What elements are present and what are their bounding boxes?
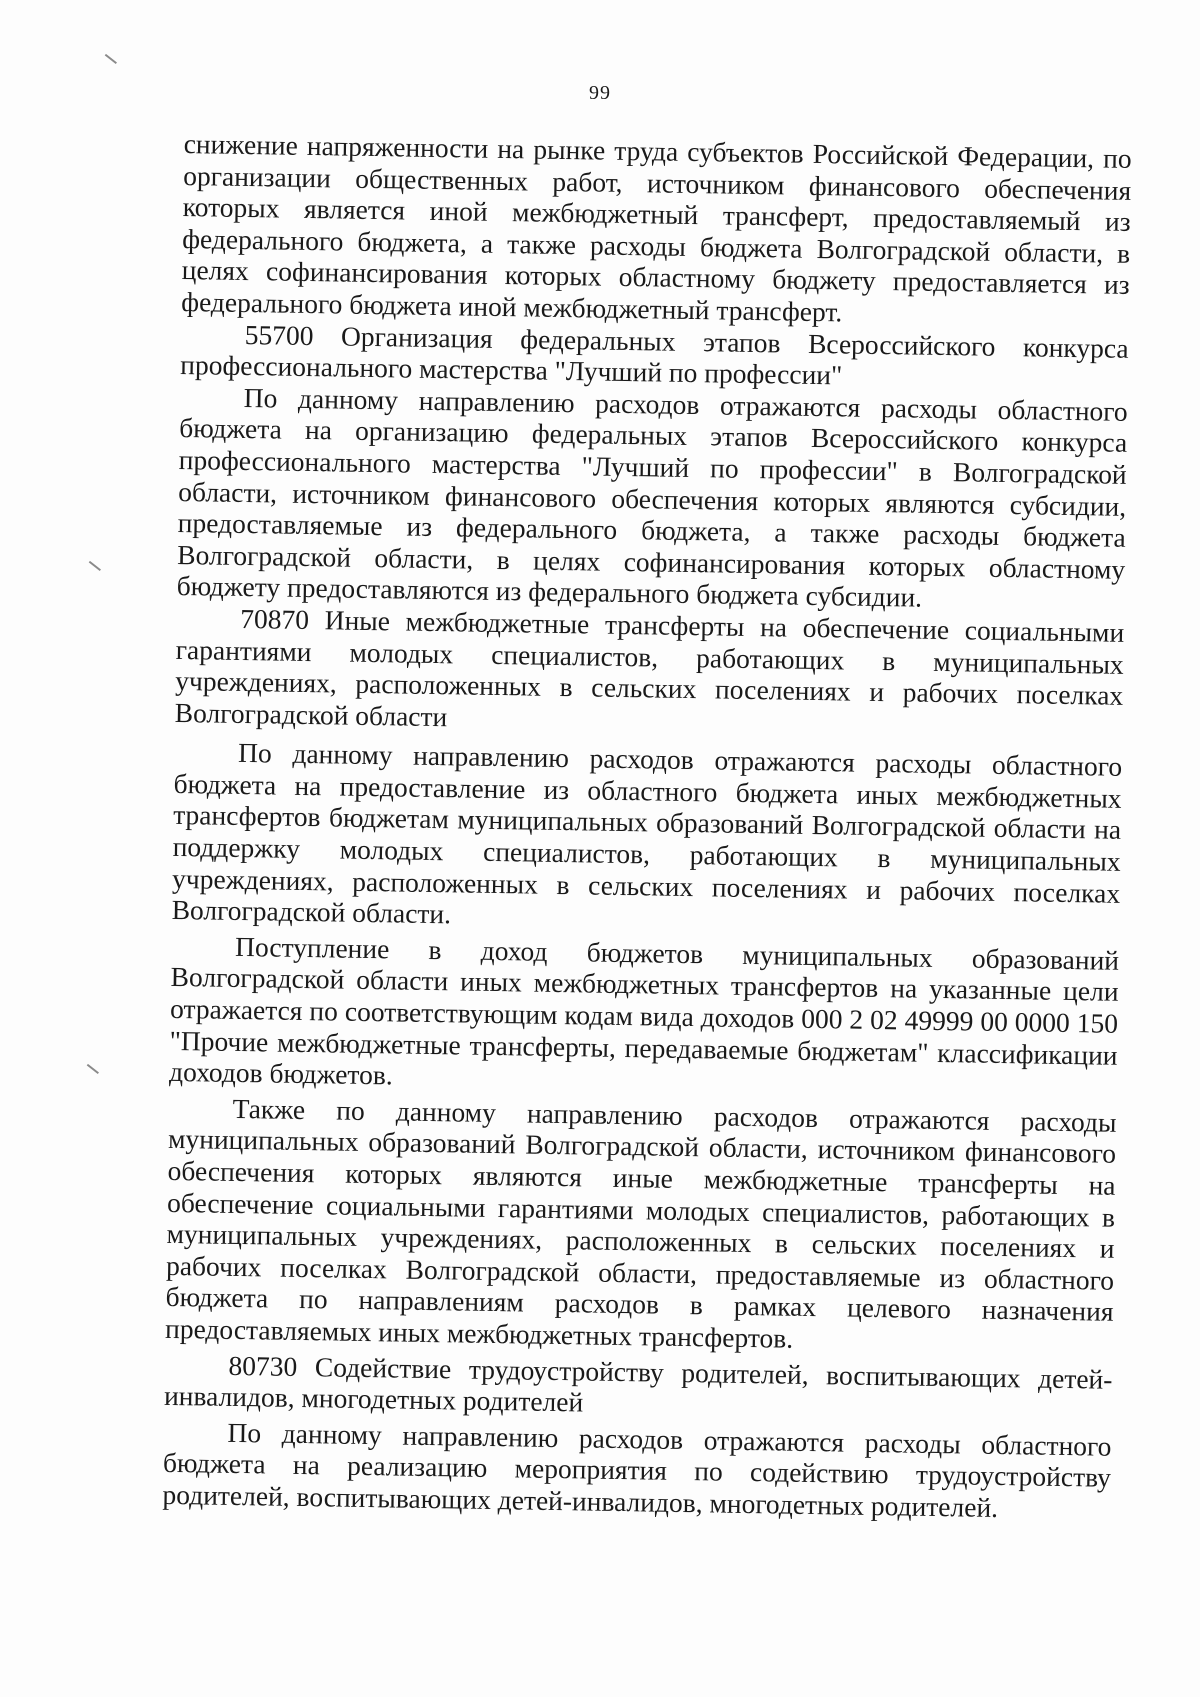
paragraph: По данному направлению расходов отражаются расходы областного бюджета на организацию федеральных этапов Всероссийского конкурса профессионального мастерства "Лучший по профессии" в Волгоградской области, источником финансового обеспечения которых являются субсидии, предоставляемые из федерального бюджета, а также расходы бюджета Волгоградской области, в целях софинансирования которых областному бюджету предоставляются из федерального бюджета субсидии. — [176, 381, 1128, 613]
section-heading: 70870 Иные межбюджетные трансферты на обеспечение социальными гарантиями молодых специалистов, работающих в муниципальных учреждениях, расположенных в сельских поселениях и рабочих поселках Волгоградской области — [174, 602, 1125, 732]
section-heading: 55700 Организация федеральных этапов Всероссийского конкурса профессионального мастерства "Лучший по профессии" — [180, 318, 1129, 391]
paragraph: снижение напряженности на рынке труда субъектов Российской Федерации, по организации общественных работ, источником финансового обеспечения которых является иной межбюджетный трансферт, предоставляемый из федерального бюджета, а также расходы бюджета Волгоградской области, в целях софинансирования которых областному бюджету предоставляется из федерального бюджета иной межбюджетный трансферт. — [181, 128, 1132, 328]
paragraph: Также по данному направлению расходов отражаются расходы муниципальных образований Волгоградской области, источником финансового обеспечения которых являются иные межбюджетные трансферты на обеспечение социальными гарантиями молодых специалистов, работающих в муниципальных учреждениях, расположенных в сельских поселениях и рабочих поселках Волгоградской области, предоставляемые из областного бюджета по направлениям расходов в рамках целевого назначения предоставляемых иных межбюджетных трансфертов. — [164, 1092, 1117, 1354]
scan-mark — [87, 1064, 99, 1074]
paragraph: По данному направлению расходов отражаются расходы областного бюджета на реализацию мероприятия по содействию трудоустройству родителей, воспитывающих детей-инвалидов, многодетных родителей. — [162, 1416, 1112, 1523]
document-body — [162, 128, 1132, 1525]
section-heading: 80730 Содействие трудоустройству родителей, воспитывающих детей-инвалидов, многодетных родителей — [163, 1349, 1113, 1418]
paragraph: Поступление в доход бюджетов муниципальных образований Волгоградской области иных межбюджетных трансфертов на указанные цели отражается по соответствующим кодам вида доходов 000 2 02 49999 00 0000 150 "Прочие межбюджетные трансферты, передаваемые бюджетам" классификации доходов бюджетов. — [168, 930, 1120, 1091]
paragraph: По данному направлению расходов отражаются расходы областного бюджета на предоставление из областного бюджета иных межбюджетных трансфертов бюджетам муниципальных образований Волгоградской области на поддержку молодых специалистов, работающих в муниципальных учреждениях, расположенных в сельских поселениях и рабочих поселках Волгоградской области. — [171, 737, 1123, 930]
scan-mark — [89, 561, 101, 571]
scan-mark — [105, 54, 117, 64]
page-number: 99 — [589, 82, 611, 104]
